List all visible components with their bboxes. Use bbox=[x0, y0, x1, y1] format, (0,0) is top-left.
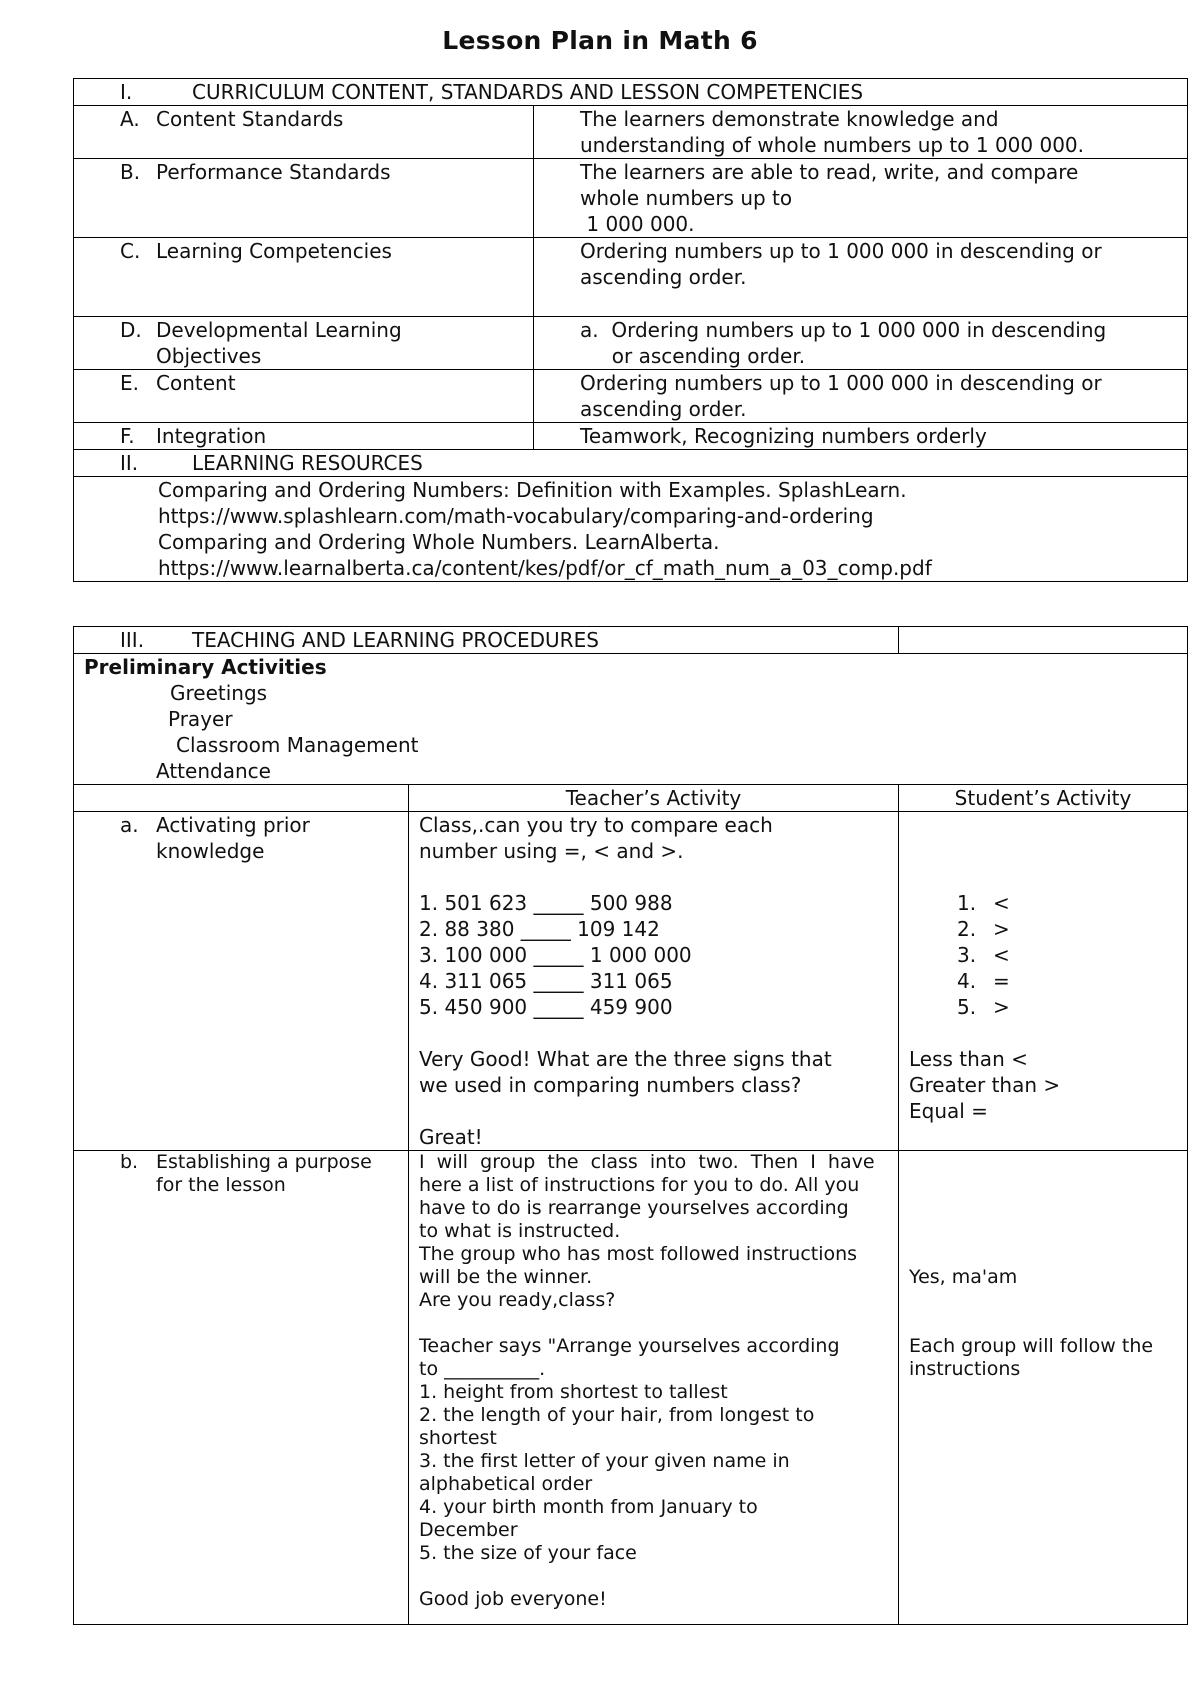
compare-item: 5. 450 900 _____ 459 900 bbox=[419, 995, 673, 1019]
resource-line: https://www.learnalberta.ca/content/kes/pdf/or_cf_math_num_a_03_comp.pdf bbox=[158, 556, 932, 580]
activity-a-teacher: Class,.can you try to compare each number using =, < and >. 1. 501 623 _____ 500 988 2. 88 380 _____ 109 142 3. 100 000 _____ 1 000 000 4. 311 065 _____ 311 065 5. 450 900 _____ 459 900 Very Good! What are the three signs that we used in comparing numbers class? Great! bbox=[409, 812, 899, 1151]
instruction-item: 1. height from shortest to tallest bbox=[419, 1381, 728, 1403]
answer-item: 1. < bbox=[957, 891, 1010, 915]
row-b-label: B. Performance Standards bbox=[74, 159, 534, 238]
row-e-value: Ordering numbers up to 1 000 000 in descending or ascending order. bbox=[534, 370, 1188, 423]
row-f-value: Teamwork, Recognizing numbers orderly bbox=[534, 423, 1188, 450]
sign-item: Greater than > bbox=[909, 1073, 1061, 1097]
instruction-item: 4. your birth month from January to bbox=[419, 1496, 758, 1518]
activity-b-student: Yes, ma'am Each group will follow the instructions bbox=[899, 1151, 1188, 1625]
row-a-value: The learners demonstrate knowledge and understanding of whole numbers up to 1 000 000. bbox=[534, 106, 1188, 159]
section-2-title: LEARNING RESOURCES bbox=[192, 451, 423, 475]
prelim-item: Prayer bbox=[168, 707, 233, 731]
compare-item: 1. 501 623 _____ 500 988 bbox=[419, 891, 673, 915]
row-d-value: a. Ordering numbers up to 1 000 000 in descending or ascending order. bbox=[534, 317, 1188, 370]
page-title: Lesson Plan in Math 6 bbox=[442, 26, 758, 55]
activity-a-label: a. Activating prior knowledge bbox=[74, 812, 409, 1151]
sign-item: Equal = bbox=[909, 1099, 988, 1123]
procedures-table bbox=[73, 626, 1188, 1625]
compare-item: 3. 100 000 _____ 1 000 000 bbox=[419, 943, 692, 967]
activity-b-label: b. Establishing a purpose for the lesson bbox=[74, 1151, 409, 1625]
answer-item: 2. > bbox=[957, 917, 1010, 941]
resource-line: Comparing and Ordering Whole Numbers. LearnAlberta. bbox=[158, 530, 720, 554]
prelim-item: Attendance bbox=[156, 759, 271, 783]
header-empty-cell bbox=[74, 785, 409, 812]
section-3-number: III. bbox=[120, 628, 145, 652]
row-c-value: Ordering numbers up to 1 000 000 in descending or ascending order. bbox=[534, 238, 1188, 317]
instruction-item: 2. the length of your hair, from longest to bbox=[419, 1404, 815, 1426]
curriculum-table bbox=[73, 78, 1188, 582]
row-c-label: C. Learning Competencies bbox=[74, 238, 534, 317]
row-d-label: D. Developmental Learning Objectives bbox=[74, 317, 534, 370]
teacher-activity-header: Teacher’s Activity bbox=[409, 785, 899, 812]
resource-line: https://www.splashlearn.com/math-vocabulary/comparing-and-ordering bbox=[158, 504, 874, 528]
student-activity-header: Student’s Activity bbox=[899, 785, 1188, 812]
row-b-value: The learners are able to read, write, and compare whole numbers up to 1 000 000. bbox=[534, 159, 1188, 238]
section-2-number: II. bbox=[120, 451, 139, 475]
section-2-heading bbox=[74, 450, 1188, 477]
prelim-item: Classroom Management bbox=[176, 733, 419, 757]
answer-item: 4. = bbox=[957, 969, 1010, 993]
section-3-empty-cell bbox=[899, 627, 1188, 654]
section-1-title: CURRICULUM CONTENT, STANDARDS AND LESSON COMPETENCIES bbox=[192, 80, 864, 104]
row-e-label: E. Content bbox=[74, 370, 534, 423]
activity-b-teacher: I will group the class into two. Then I have here a list of instructions for you to do. All you have to do is rearrange yourselves according to what is instructed. The group who has most followed instructions will be the winner. Are you ready,class? Teacher says "Arrange yourselves according to __________. 1. height from shortest to tallest 2. the length of your hair, from longest to shortest 3. the first letter of your given name in alphabetical order 4. your birth month from January to December 5. the size of your face Good job everyone! bbox=[409, 1151, 899, 1625]
section-1-number: I. bbox=[120, 80, 133, 104]
instruction-item: 3. the first letter of your given name in bbox=[419, 1450, 790, 1472]
section-3-title: TEACHING AND LEARNING PROCEDURES bbox=[192, 628, 599, 652]
prelim-title: Preliminary Activities bbox=[84, 655, 327, 679]
section-3-heading bbox=[74, 627, 899, 654]
preliminary-activities bbox=[74, 654, 1188, 785]
sign-item: Less than < bbox=[909, 1047, 1028, 1071]
activity-a-student bbox=[899, 812, 1188, 1151]
section-1-heading bbox=[74, 79, 1188, 106]
compare-item: 2. 88 380 _____ 109 142 bbox=[419, 917, 660, 941]
resource-line: Comparing and Ordering Numbers: Definition with Examples. SplashLearn. bbox=[158, 478, 907, 502]
compare-item: 4. 311 065 _____ 311 065 bbox=[419, 969, 673, 993]
answer-item: 3. < bbox=[957, 943, 1010, 967]
row-f-label: F. Integration bbox=[74, 423, 534, 450]
prelim-item: Greetings bbox=[170, 681, 268, 705]
instruction-item: 5. the size of your face bbox=[419, 1542, 637, 1564]
resources-list bbox=[74, 477, 1188, 582]
answer-item: 5. > bbox=[957, 995, 1010, 1019]
row-a-label: A. Content Standards bbox=[74, 106, 534, 159]
